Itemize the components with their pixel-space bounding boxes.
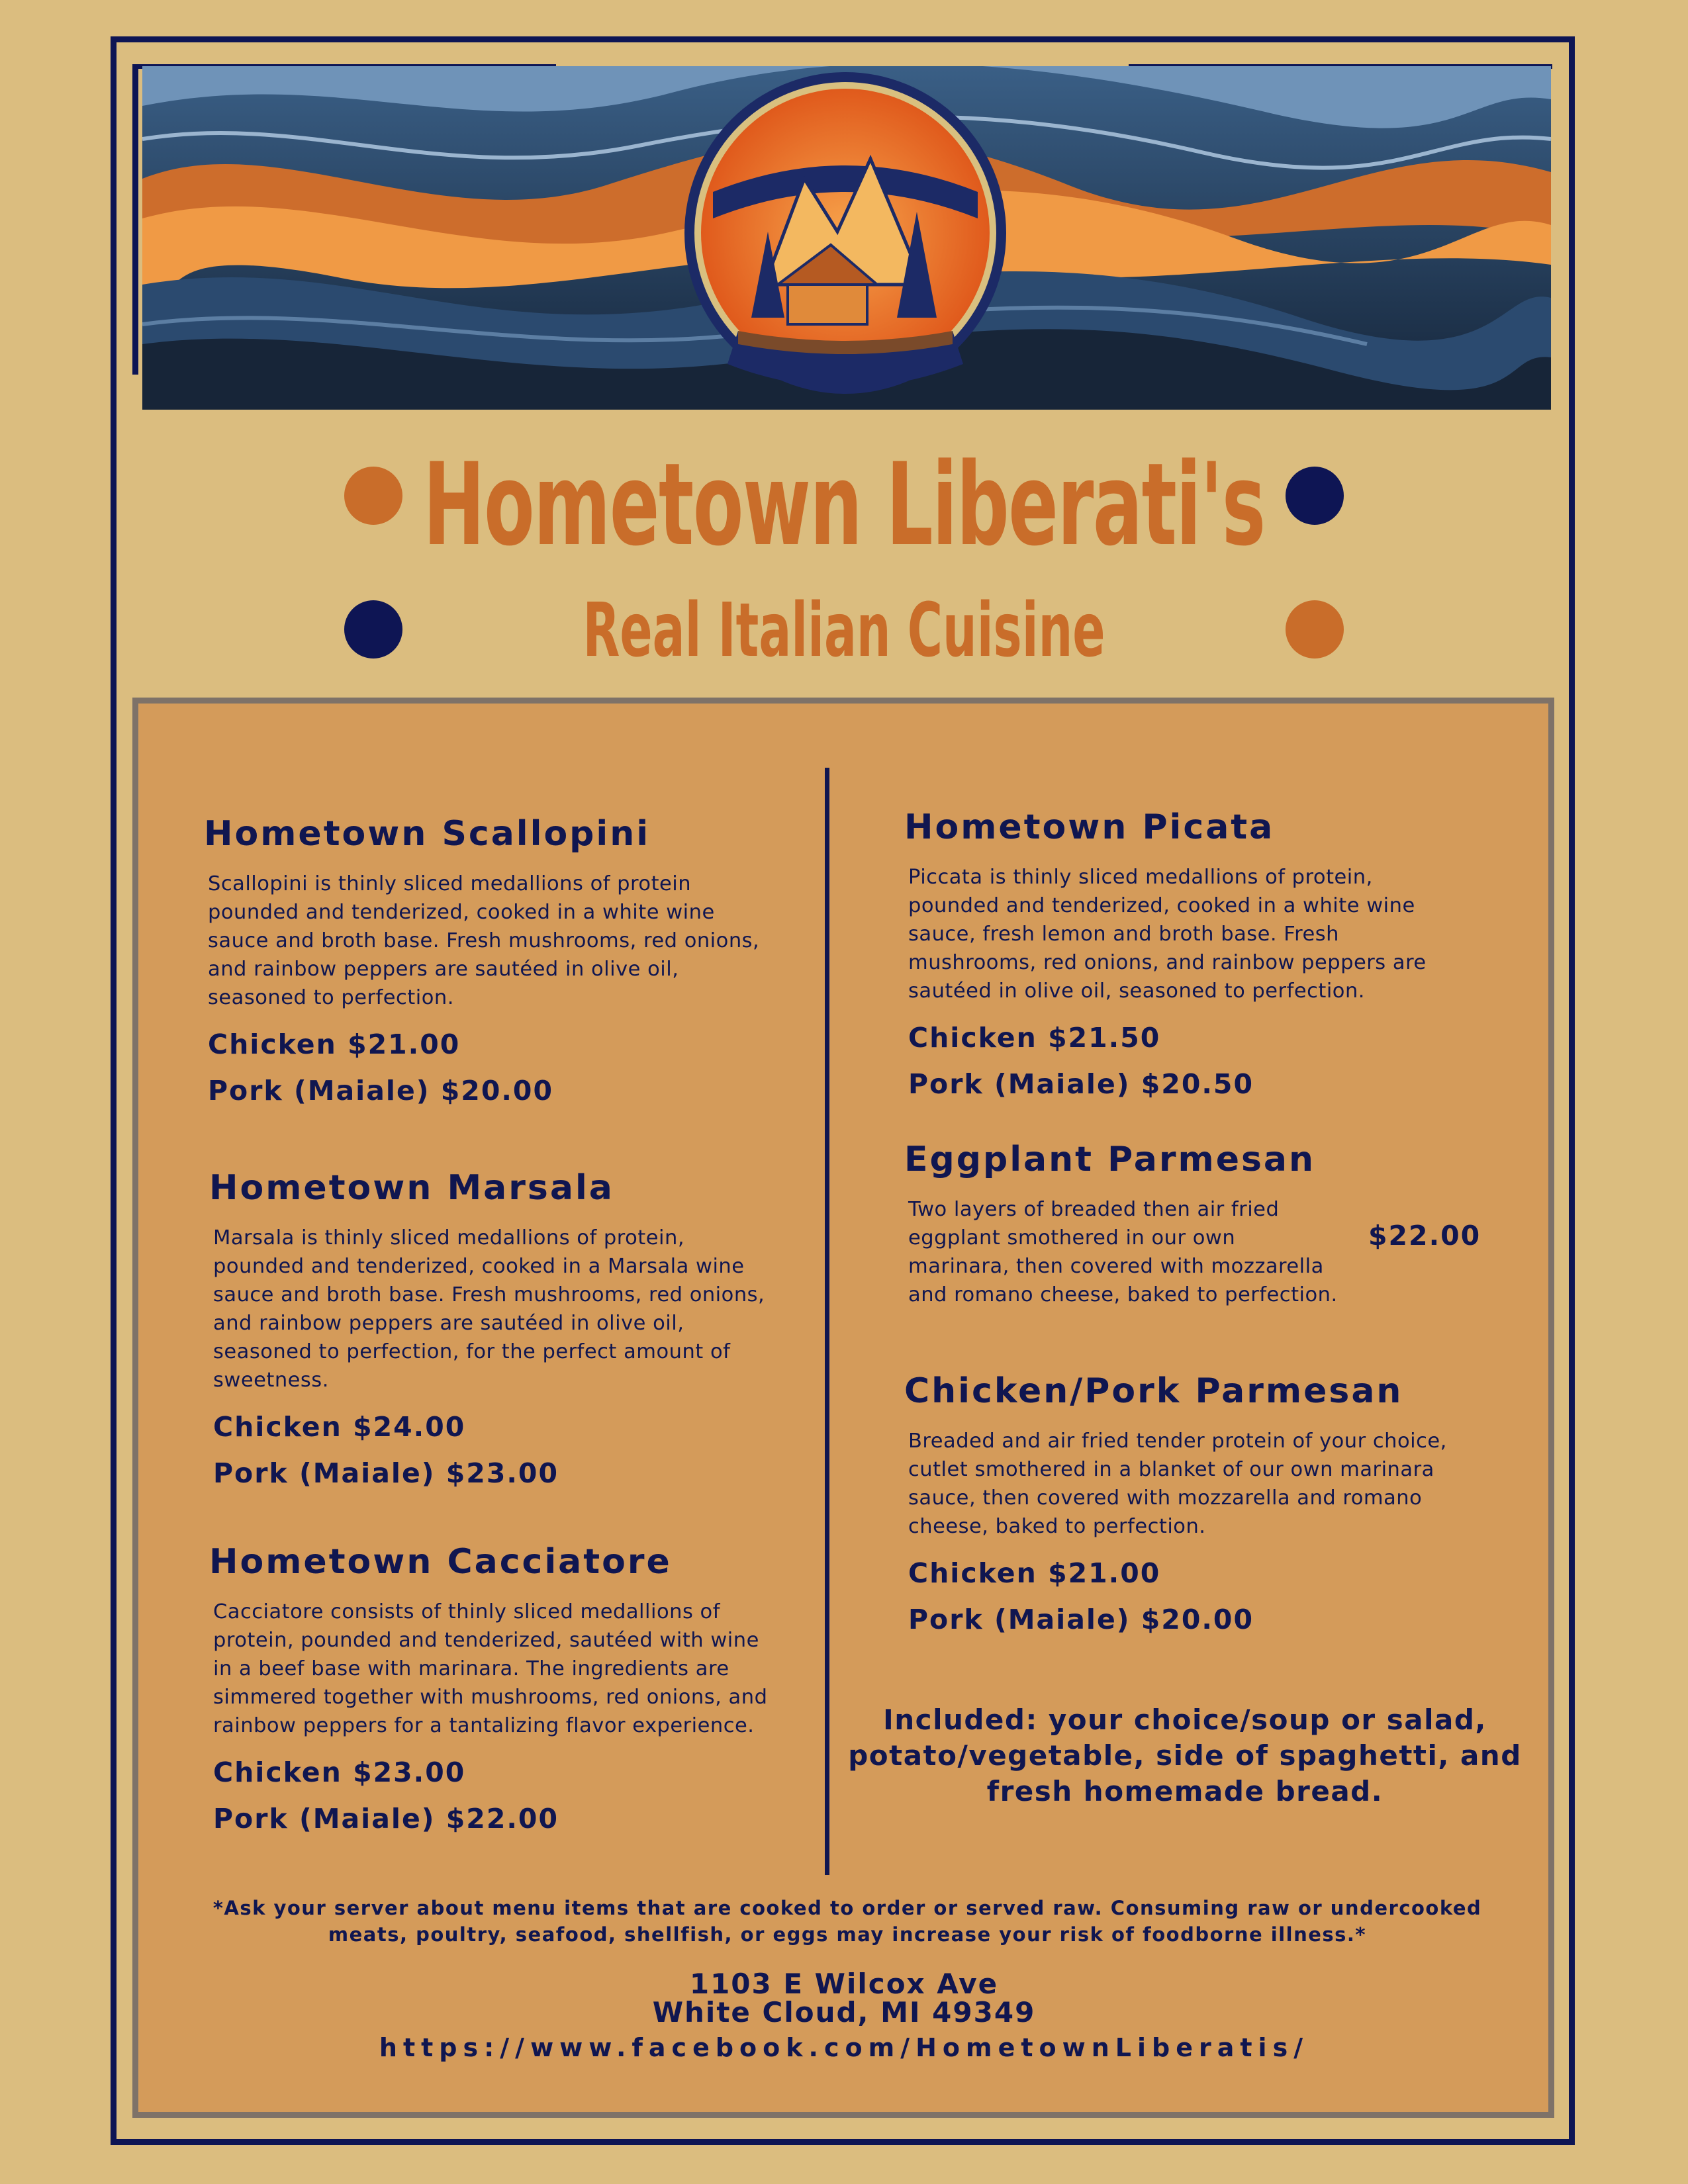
menu-item-description: Two layers of breaded then air fried eggplant smothered in our own marinara, then covered with mozzarella and romano cheese, baked to perfection. [908,1198,1338,1306]
menu-item [904,807,1454,1107]
menu-item [904,1140,1341,1309]
column-divider [825,768,829,1875]
food-safety-disclaimer: *Ask your server about menu items that are cooked to order or served raw. Consuming raw or undercooked meats, poultry, seafood, shellfish, or eggs may increase your risk of foodborne illness.* [212,1897,1482,1946]
menu-item-price: Chicken $21.00 [908,1557,1161,1589]
menu-item-price: $22.00 [1368,1220,1481,1251]
facebook-link[interactable]: https://www.facebook.com/HometownLiberatis/ [379,2033,1309,2062]
menu-item [904,1371,1454,1643]
menu-item-description: Cacciatore consists of thinly sliced medallions of protein, pounded and tenderized, sautéed with wine in a beef base with marinara. The ingredients are simmered together with mushrooms, red onions, and rainbow peppers for a tantalizing flavor experience. [213,1600,768,1737]
menu-item-title: Hometown Marsala [209,1168,614,1208]
menu-item-price: Chicken $21.50 [908,1022,1161,1054]
included-sides-note: Included: your choice/soup or salad, potato/vegetable, side of spaghetti, and fresh homemade bread. [848,1704,1522,1807]
menu-item-price: Pork (Maiale) $22.00 [213,1803,559,1835]
menu-item-title: Chicken/Pork Parmesan [904,1371,1403,1411]
menu-item-price: Pork (Maiale) $20.00 [908,1604,1254,1635]
menu-item-title: Hometown Cacciatore [209,1542,672,1582]
menu-item-title: Eggplant Parmesan [904,1140,1316,1179]
decorative-dot-icon [344,600,402,659]
restaurant-subtitle: Real Italian Cuisine [583,588,1105,674]
decorative-dot-icon [1286,467,1344,525]
menu-item-price: Chicken $21.00 [208,1028,461,1060]
menu-item-price: Chicken $24.00 [213,1411,466,1443]
menu-item-description: Breaded and air fried tender protein of your choice, cutlet smothered in a blanket of our own marinara sauce, then covered with mozzarella and romano cheese, baked to perfection. [908,1430,1447,1538]
menu-item-title: Hometown Scallopini [204,814,651,854]
menu-item-description: Scallopini is thinly sliced medallions of protein pounded and tenderized, cooked in a white wine sauce and broth base. Fresh mushrooms, red onions, and rainbow peppers are sautéed in olive oil, seasoned to perfection. [208,872,760,1009]
menu-item-description: Piccata is thinly sliced medallions of protein, pounded and tenderized, cooked in a white wine sauce, fresh lemon and broth base. Fresh mushrooms, red onions, and rainbow peppers are sautéed in olive oil, seasoned to perfection. [908,866,1427,1003]
decorative-dot-icon [1286,600,1344,659]
menu-item-title: Hometown Picata [904,807,1275,847]
banner-accent-bar [132,66,138,375]
menu-item-price: Pork (Maiale) $23.00 [213,1457,559,1489]
address-city: White Cloud, MI 49349 [652,1996,1036,2028]
menu-item [204,814,773,1114]
menu-item [209,1168,773,1496]
address-street: 1103 E Wilcox Ave [689,1968,999,2000]
header-banner [142,66,1551,410]
decorative-dot-icon [344,467,402,525]
menu-item-price: Chicken $23.00 [213,1756,466,1788]
wave-landscape-image [142,66,1551,410]
restaurant-title: Hometown Liberati's [423,438,1265,571]
menu-item-price: Pork (Maiale) $20.00 [208,1075,553,1107]
menu-item-price: Pork (Maiale) $20.50 [908,1068,1254,1100]
menu-item-description: Marsala is thinly sliced medallions of protein, pounded and tenderized, cooked in a Marsala wine sauce and broth base. Fresh mushrooms, red onions, and rainbow peppers are sautéed in olive oil, seasoned to perfection, for the perfect amount of sweetness. [213,1226,765,1392]
menu-item [209,1542,773,1842]
